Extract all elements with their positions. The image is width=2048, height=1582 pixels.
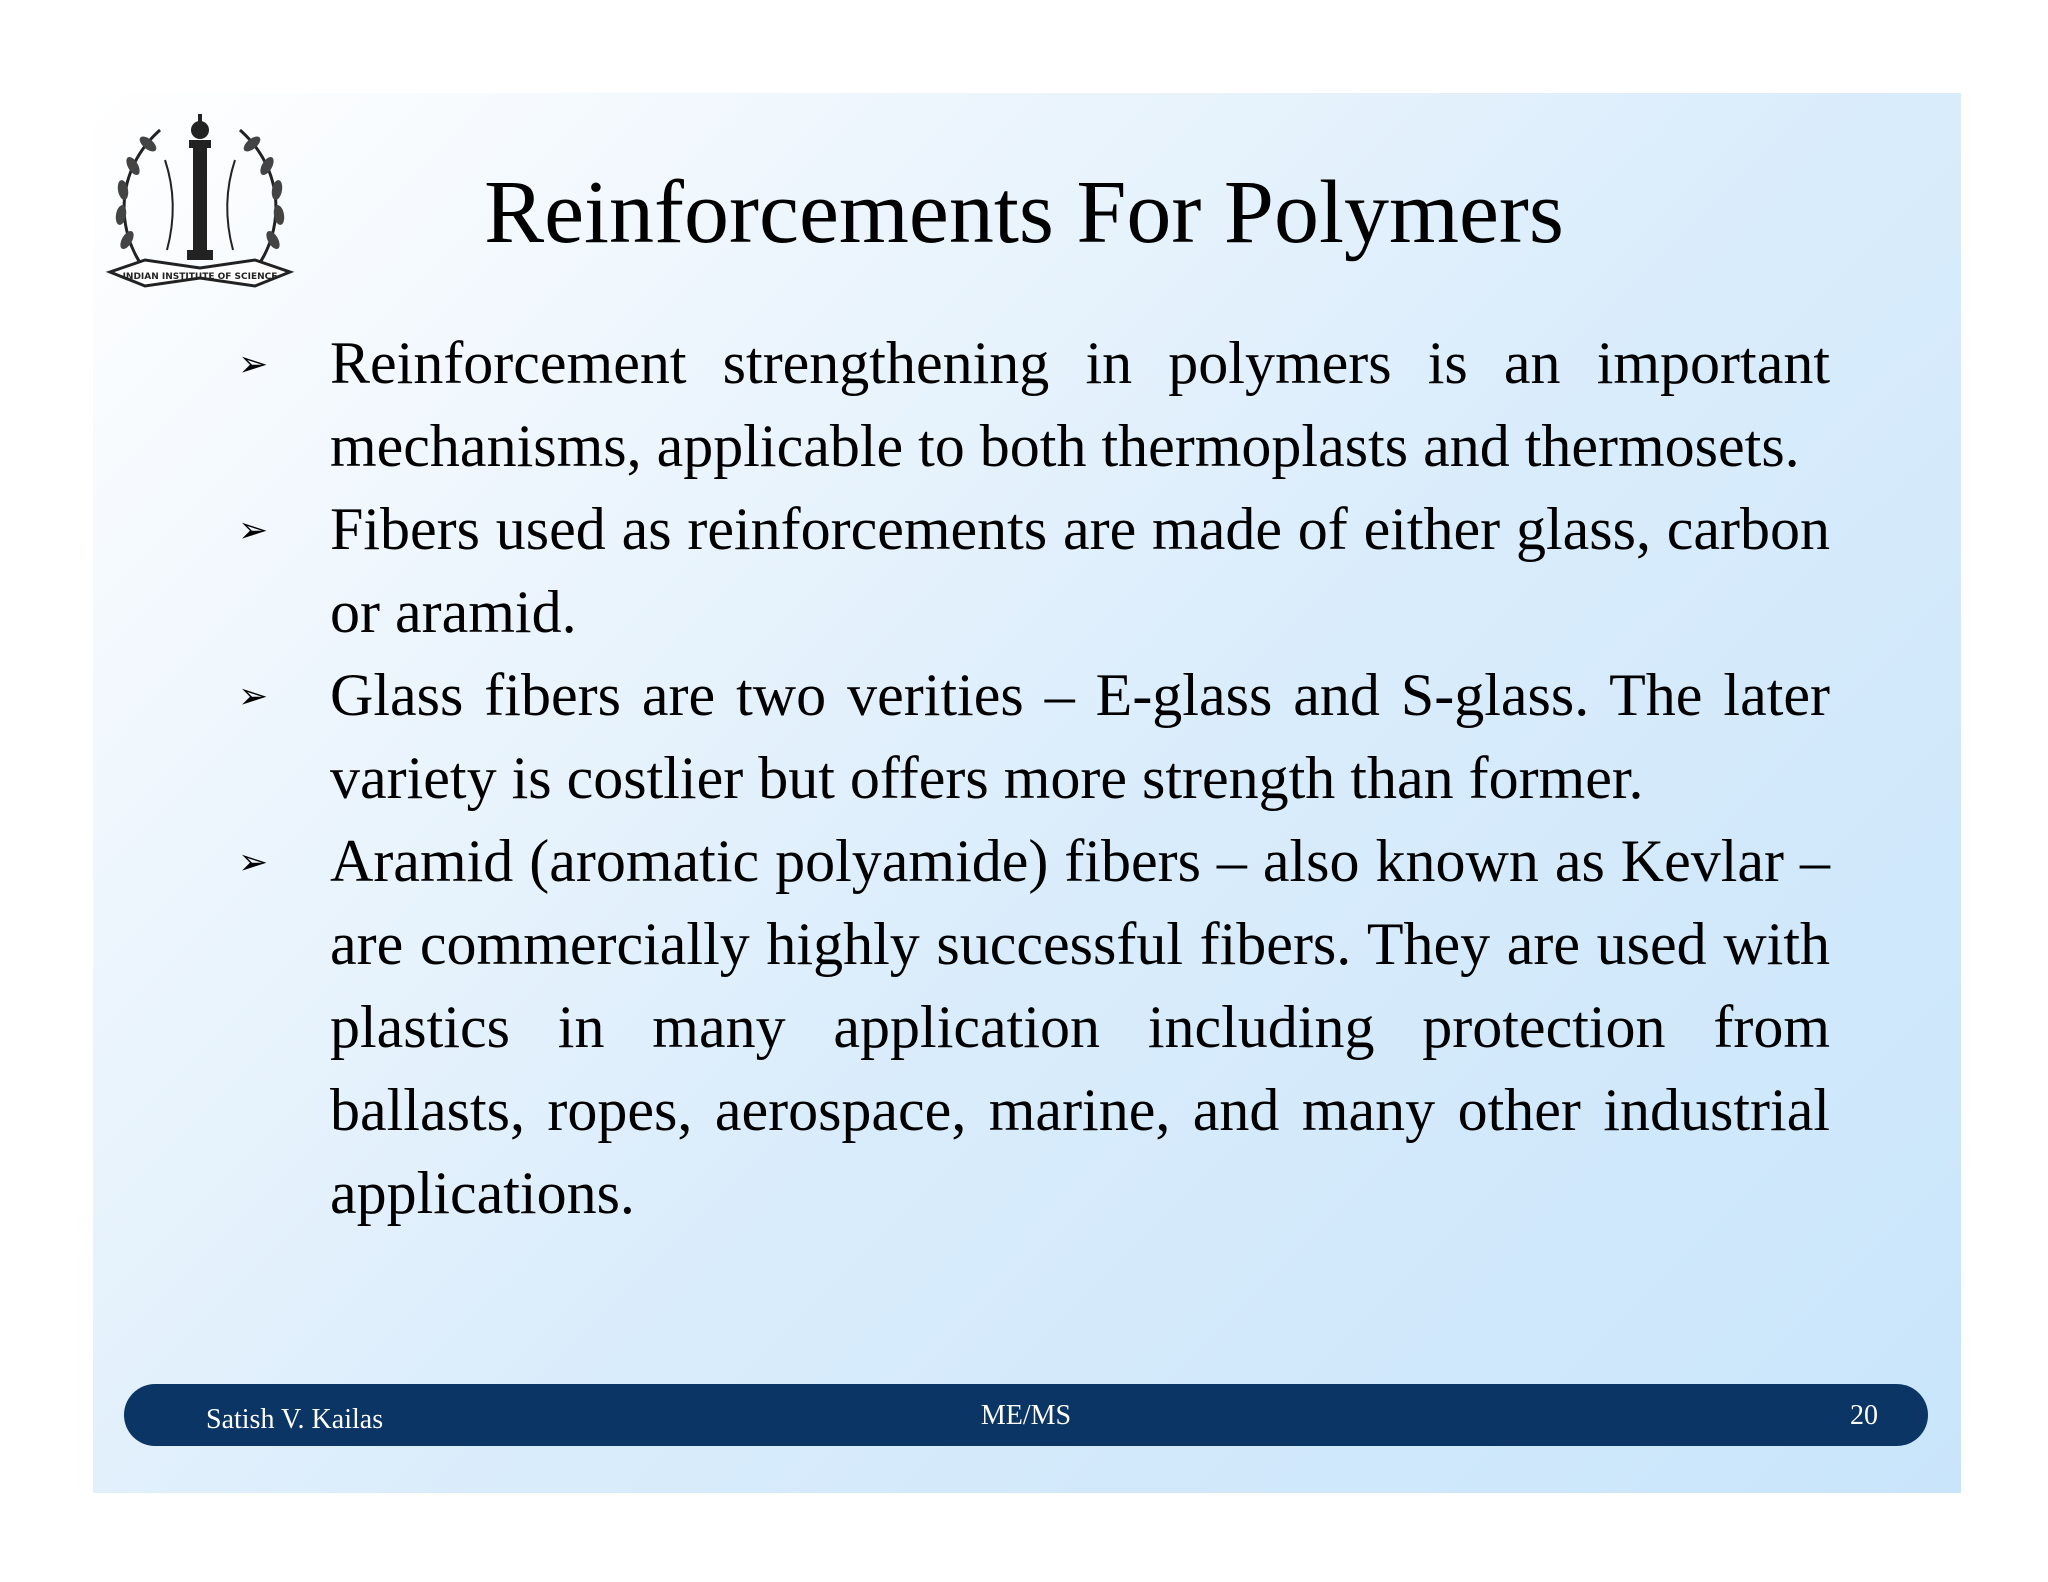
arrow-bullet-icon: ➢ [238,344,269,385]
bullet-item-2 [0,488,2048,654]
page-number: 20 [1850,1400,1878,1431]
footer-author: Satish V. Kailas [206,1404,384,1435]
bullet-item-4 [0,820,2048,1235]
seal-ribbon-text: INDIAN INSTITUTE OF SCIENCE [122,272,278,282]
bullet-text: Aramid (aromatic polyamide) fibers – also known as Kevlar – are commercially highly successful fibers. They are used with plastics in many application including protection from ballasts, ropes, aerospace, marine, and many other industrial applications. [330,828,1830,1226]
bullet-item-1 [0,322,2048,488]
slide-title: Reinforcements For Polymers [484,163,1564,262]
bullet-text: Fibers used as reinforcements are made of either glass, carbon or aramid. [330,496,1830,645]
footer-department: ME/MS [980,1400,1072,1431]
bullet-text: Glass fibers are two verities – E-glass and S-glass. The later variety is costlier but offers more strength than former. [330,662,1830,811]
arrow-bullet-icon: ➢ [238,676,269,717]
footer-bar [124,1384,1928,1446]
arrow-bullet-icon: ➢ [238,842,269,883]
arrow-bullet-icon: ➢ [238,510,269,551]
bullet-item-3 [0,654,2048,820]
bullet-list [0,322,2048,1235]
bullet-text: Reinforcement strengthening in polymers is an important mechanisms, applicable to both thermoplasts and thermosets. [330,330,1830,479]
